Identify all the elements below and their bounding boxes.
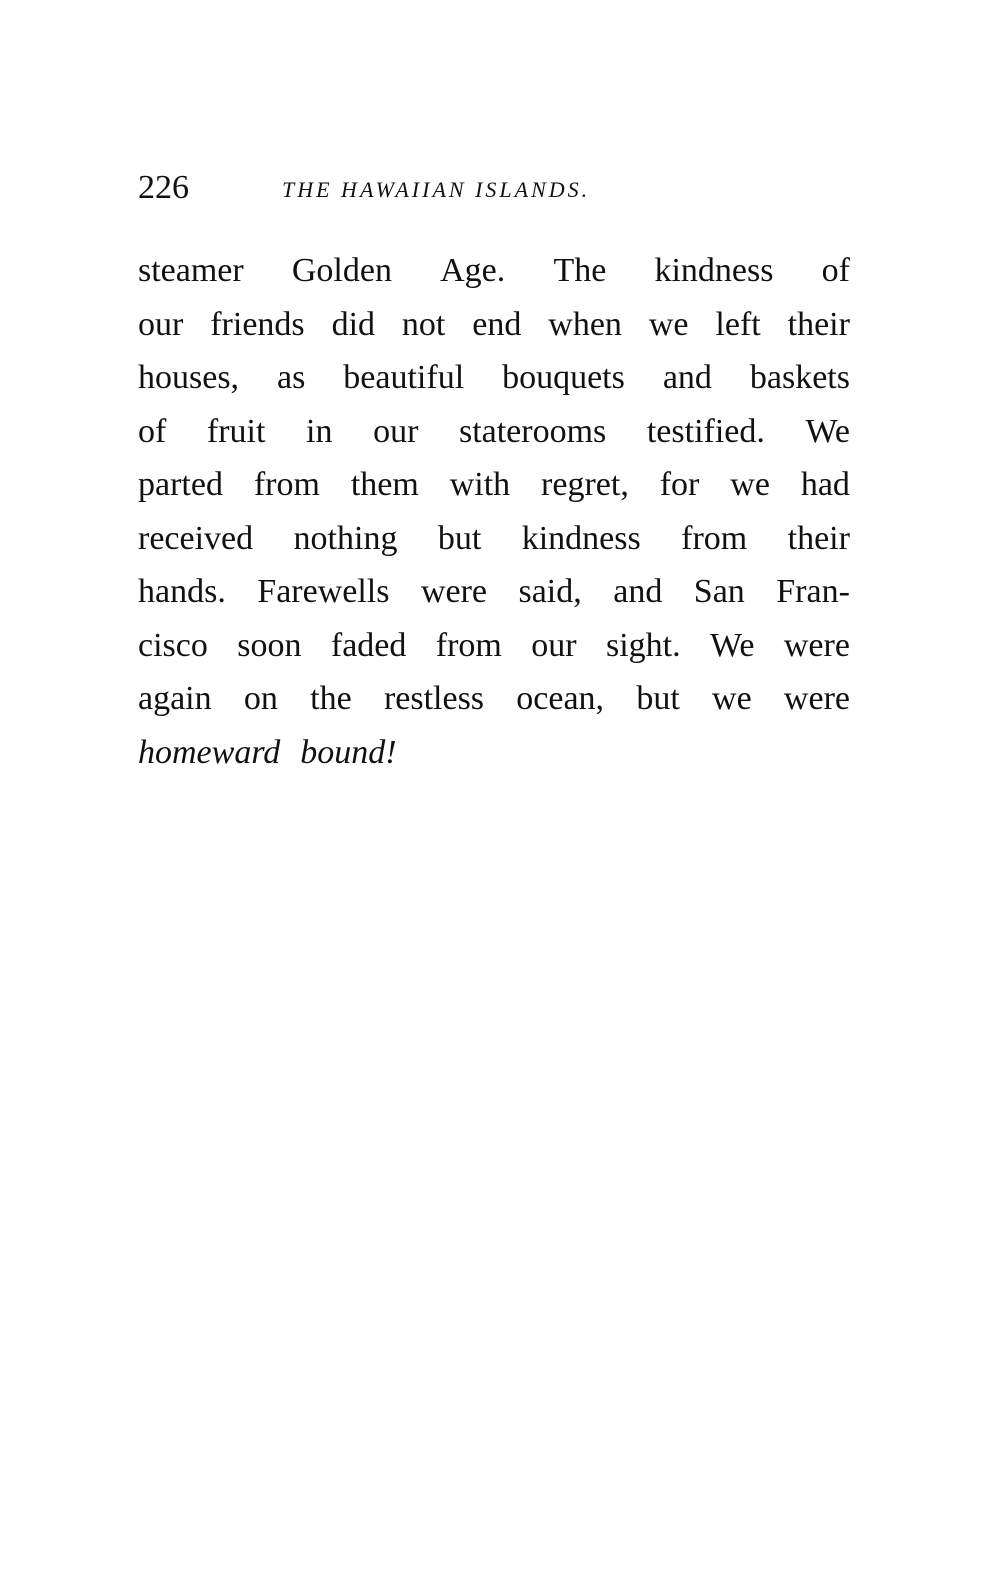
word: we <box>712 680 752 717</box>
word: houses, <box>138 359 240 396</box>
word: were <box>783 680 850 717</box>
word: kindness <box>521 519 641 557</box>
word: their <box>787 519 850 557</box>
word: Age. <box>440 252 506 289</box>
word: staterooms <box>458 412 607 450</box>
word: kindness <box>654 252 774 289</box>
word: and <box>662 359 712 396</box>
word: did <box>331 305 376 343</box>
text-line <box>138 351 850 405</box>
text-line <box>138 672 850 726</box>
word: Golden <box>291 252 392 289</box>
word: bouquets <box>502 359 625 396</box>
word: and <box>613 573 663 610</box>
word: our <box>138 305 184 343</box>
word: from <box>253 466 320 503</box>
word: we <box>648 305 689 343</box>
word: parted <box>138 466 223 503</box>
word: beautiful <box>343 359 465 396</box>
word: received <box>138 519 254 557</box>
word: The <box>553 252 607 289</box>
word: of <box>821 252 850 289</box>
word: We <box>805 412 850 450</box>
italic-word: homeward <box>138 733 281 771</box>
word: Farewells <box>257 573 390 610</box>
word: them <box>350 466 419 503</box>
running-title: THE HAWAIIAN ISLANDS. <box>282 177 591 202</box>
word: regret, <box>541 466 629 503</box>
word: we <box>730 466 770 503</box>
word: as <box>277 359 306 396</box>
word: steamer <box>138 252 244 289</box>
word: of <box>138 412 167 450</box>
word: our <box>531 626 577 664</box>
word: on <box>243 680 278 717</box>
word: not <box>401 305 446 343</box>
word: restless <box>383 680 485 717</box>
word: again <box>138 680 212 717</box>
text-line-final <box>138 726 850 780</box>
word: nothing <box>293 519 398 557</box>
word: from <box>681 519 748 557</box>
word: but <box>636 680 680 717</box>
word: were <box>420 573 488 610</box>
word: fruit <box>206 412 266 450</box>
word: were <box>783 626 850 664</box>
running-head <box>138 168 850 208</box>
word: testified. <box>646 412 765 450</box>
text-line <box>138 244 850 298</box>
word: said, <box>518 573 582 610</box>
word: faded <box>330 626 407 664</box>
word: cisco <box>138 626 208 664</box>
word: soon <box>237 626 302 664</box>
word: with <box>449 466 511 503</box>
word: hands. <box>138 573 226 610</box>
word: when <box>548 305 622 343</box>
word: for <box>659 466 700 503</box>
word: ocean, <box>516 680 605 717</box>
word: from <box>435 626 502 664</box>
page-number: 226 <box>138 169 189 206</box>
text-line <box>138 619 850 673</box>
word: our <box>373 412 419 450</box>
word: friends <box>210 305 305 343</box>
text-line <box>138 405 850 459</box>
word: baskets <box>749 359 850 396</box>
word: the <box>310 680 352 717</box>
word: had <box>800 466 850 503</box>
word: their <box>787 305 850 343</box>
word: in <box>306 412 333 450</box>
body-text <box>138 244 850 779</box>
word: We <box>710 626 755 664</box>
word: sight. <box>605 626 681 664</box>
italic-word: bound! <box>300 733 397 771</box>
word: Fran- <box>776 573 850 610</box>
text-line <box>138 512 850 566</box>
text-line <box>138 565 850 619</box>
word: San <box>693 573 745 610</box>
word: left <box>715 305 761 343</box>
word: end <box>472 305 522 343</box>
word: but <box>437 519 482 557</box>
text-line <box>138 458 850 512</box>
text-line <box>138 298 850 352</box>
